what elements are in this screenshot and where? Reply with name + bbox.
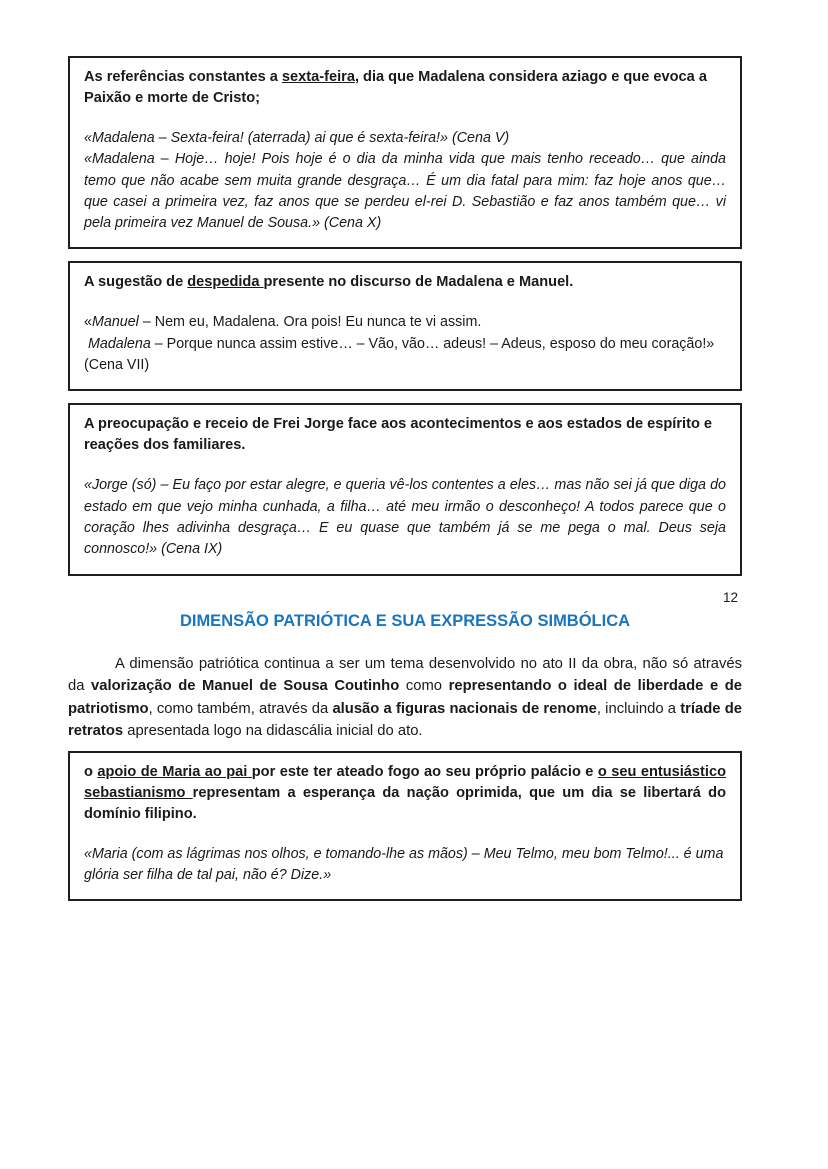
- quote-block: [84, 312, 726, 376]
- topic-box-sexta-feira: [68, 56, 742, 249]
- topic-box-despedida: [68, 261, 742, 391]
- topic-heading: A preocupação e receio de Frei Jorge face aos acontecimentos e aos estados de espírito e reações dos familiares.: [84, 416, 713, 454]
- quote-block: [84, 844, 726, 887]
- page-content: [68, 56, 742, 913]
- topic-heading: o apoio de Maria ao pai por este ter ateado fogo ao seu próprio palácio e o seu entusiástico sebastianismo representam a esperança da nação oprimida, que um dia se libertará do domínio filipino.: [84, 763, 726, 822]
- section-title: DIMENSÃO PATRIÓTICA E SUA EXPRESSÃO SIMBÓLICA: [179, 611, 631, 630]
- topic-heading: A sugestão de despedida presente no discurso de Madalena e Manuel.: [84, 274, 574, 291]
- topic-box-frei-jorge: [68, 403, 742, 575]
- intro-paragraph: A dimensão patriótica continua a ser um tema desenvolvido no ato II da obra, não só através da valorização de Manuel de Sousa Coutinho como representando o ideal de liberdade e de patriotismo, como também, através da alusão a figuras nacionais de renome, incluindo a tríade de retratos apresentada logo na didascália inicial do ato.: [68, 655, 743, 740]
- page-number: 12: [722, 589, 738, 605]
- quote-paragraph: «Maria (com as lágrimas nos olhos, e tomando-lhe as mãos) – Meu Telmo, meu bom Telmo!... é uma glória ser filha de tal pai, não é? Dize.»: [84, 845, 724, 883]
- topic-box-patriotismo: [68, 751, 742, 902]
- topic-heading: As referências constantes a sexta-feira, dia que Madalena considera aziago e que evoca a Paixão e morte de Cristo;: [84, 69, 707, 106]
- quote-paragraph: «Madalena – Hoje… hoje! Pois hoje é o dia da minha vida que mais tenho receado… que ainda temo que não acabe sem muita grande desgraça… É um dia fatal para mim: faz hoje anos que… que casei a primeira vez, faz anos que se perdeu el-rei D. Sebastião e faz anos também que… vi pela primeira vez Manuel de Sousa.» (Cena X): [84, 151, 726, 232]
- quote-block: [84, 128, 726, 234]
- quote-paragraph: «Madalena – Sexta-feira! (aterrada) ai que é sexta-feira!» (Cena V): [84, 130, 510, 146]
- quote-paragraph: «Manuel – Nem eu, Madalena. Ora pois! Eu nunca te vi assim.: [84, 314, 482, 331]
- quote-block: [84, 475, 726, 560]
- quote-paragraph: «Jorge (só) – Eu faço por estar alegre, e queria vê-los contentes a eles… mas não sei já que diga do estado em que vejo minha cunhada, a filha… até meu irmão o desconheço! A todos parece que o coração lhes adivinha desgraça… E eu quase que também já se me pega o mal. Deus seja connosco!» (Cena IX): [84, 477, 726, 558]
- quote-paragraph: Madalena – Porque nunca assim estive… – Vão, vão… adeus! – Adeus, esposo do meu coração!» (Cena VII): [84, 335, 715, 374]
